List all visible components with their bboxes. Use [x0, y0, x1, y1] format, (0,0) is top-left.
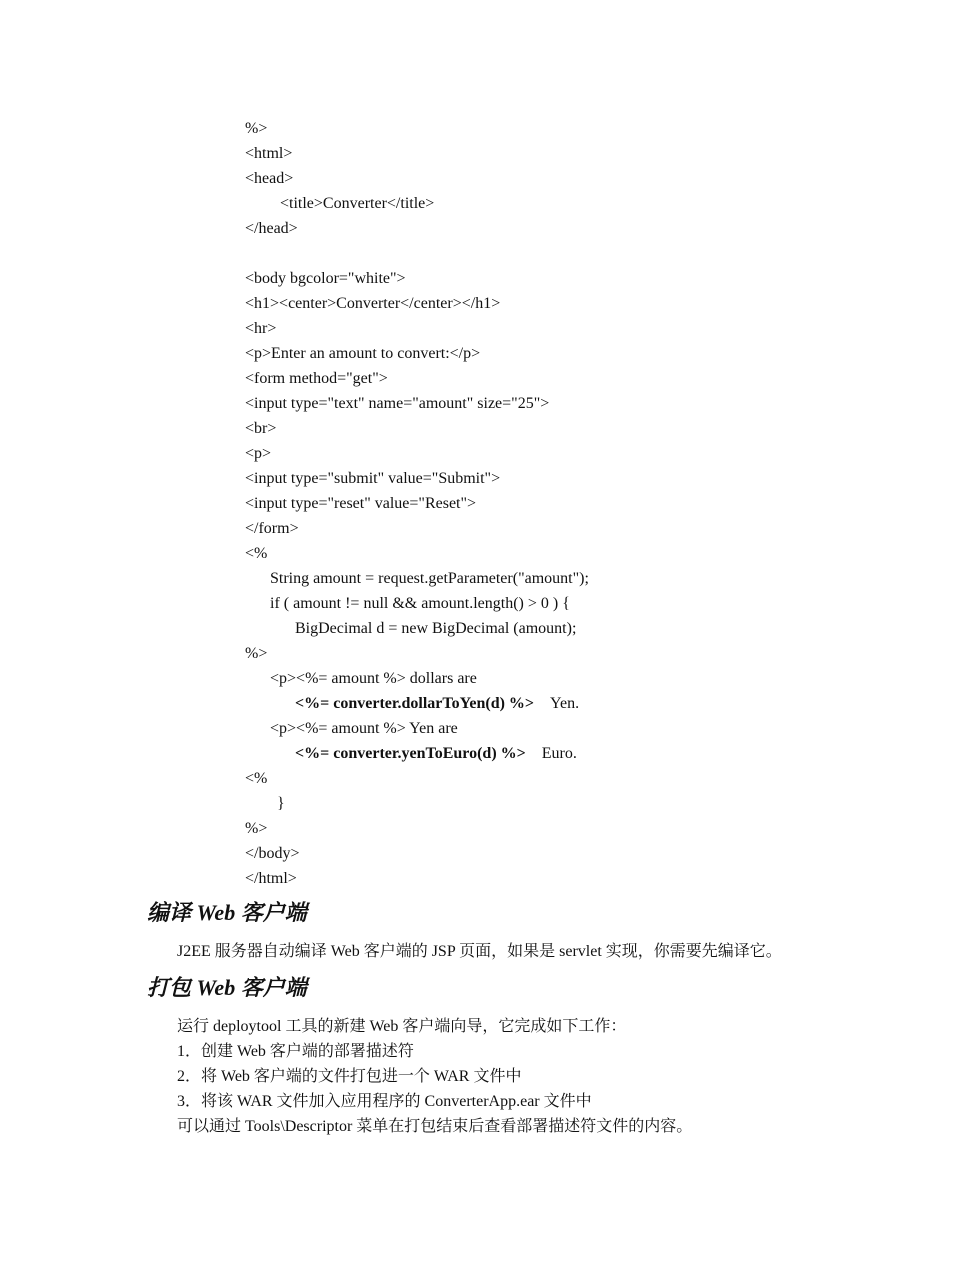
code-line: <% [245, 770, 268, 787]
code-text: Euro. [541, 745, 577, 762]
section-heading: 编译 Web 客户端 [147, 900, 307, 925]
code-line [245, 691, 865, 716]
paragraph: J2EE 服务器自动编译 Web 客户端的 JSP 页面，如果是 servlet 实现，你需要先编译它。 [177, 943, 782, 960]
code-line: %> [245, 645, 268, 662]
code-line: <title>Converter</title> [280, 195, 435, 212]
code-line: String amount = request.getParameter("amount"); [270, 570, 589, 587]
code-line [245, 241, 865, 266]
code-line: <input type="text" name="amount" size="25"> [245, 395, 550, 412]
code-line [245, 741, 865, 766]
code-expression: <%= converter.yenToEuro(d) %> [295, 745, 526, 762]
code-line: <hr> [245, 320, 277, 337]
code-line: %> [245, 120, 268, 137]
code-line: <br> [245, 420, 277, 437]
code-line: } [277, 795, 285, 812]
code-expression: <%= converter.dollarToYen(d) %> [295, 695, 535, 712]
list-item: 3．将该 WAR 文件加入应用程序的 ConverterApp.ear 文件中 [177, 1093, 592, 1110]
jsp-code-listing [245, 116, 865, 891]
code-text: Yen. [550, 695, 580, 712]
list-item: 1．创建 Web 客户端的部署描述符 [177, 1043, 414, 1060]
code-line: </body> [245, 845, 300, 862]
code-line: <body bgcolor="white"> [245, 270, 406, 287]
code-line: if ( amount != null && amount.length() > 0 ) { [270, 595, 570, 612]
code-line: <p><%= amount %> dollars are [270, 670, 477, 687]
code-line: </form> [245, 520, 299, 537]
code-line: <h1><center>Converter</center></h1> [245, 295, 501, 312]
code-line: <form method="get"> [245, 370, 388, 387]
code-line: <p><%= amount %> Yen are [270, 720, 458, 737]
code-line: <% [245, 545, 268, 562]
paragraph: 运行 deploytool 工具的新建 Web 客户端向导，它完成如下工作： [177, 1018, 627, 1035]
list-item: 2．将 Web 客户端的文件打包进一个 WAR 文件中 [177, 1068, 522, 1085]
code-line: <head> [245, 170, 294, 187]
code-line: </html> [245, 870, 297, 887]
code-line: <input type="submit" value="Submit"> [245, 470, 501, 487]
code-line: </head> [245, 220, 298, 237]
code-line: <input type="reset" value="Reset"> [245, 495, 477, 512]
paragraph: 可以通过 Tools\Descriptor 菜单在打包结束后查看部署描述符文件的内容。 [177, 1118, 693, 1135]
code-line: <p>Enter an amount to convert:</p> [245, 345, 481, 362]
code-line: <p> [245, 445, 272, 462]
code-line: BigDecimal d = new BigDecimal (amount); [295, 620, 577, 637]
section-heading: 打包 Web 客户端 [147, 975, 307, 1000]
code-line: %> [245, 820, 268, 837]
code-line: <html> [245, 145, 293, 162]
